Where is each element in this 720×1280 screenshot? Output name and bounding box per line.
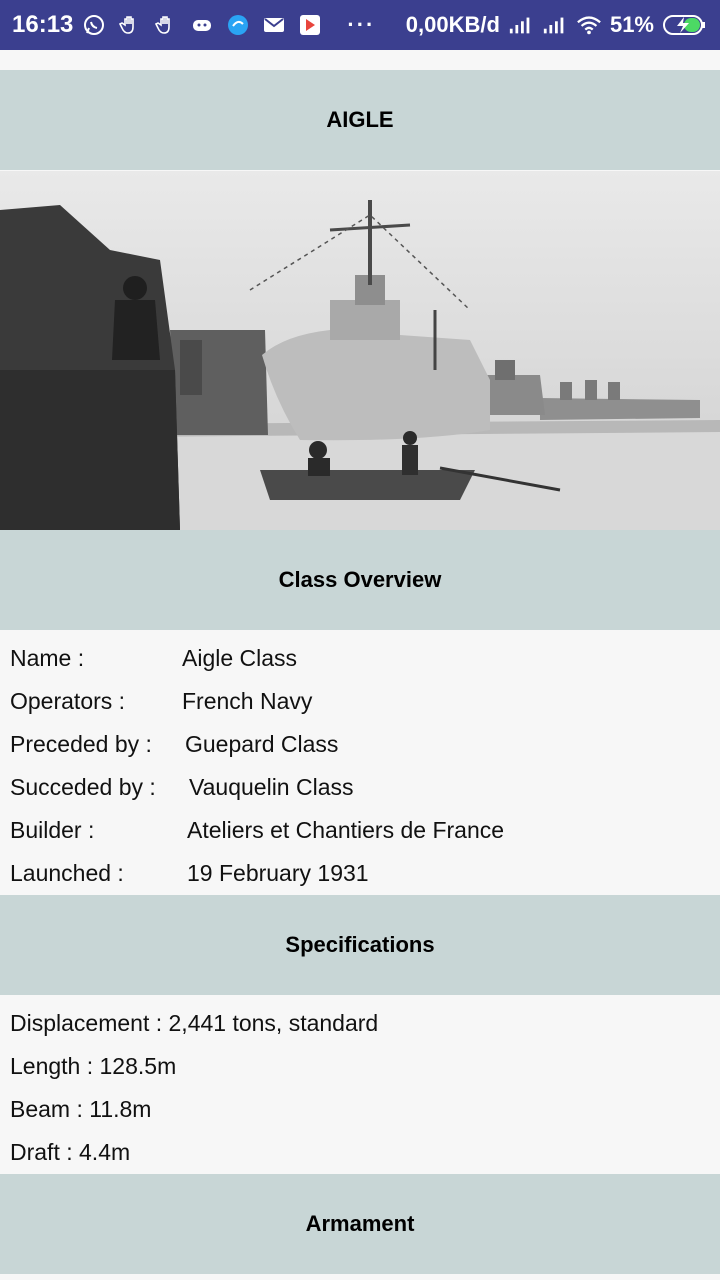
hand-icon	[153, 12, 179, 38]
overview-label: Operators :	[10, 688, 126, 714]
whatsapp-icon	[81, 12, 107, 38]
overview-label: Succeded by :	[10, 774, 156, 800]
app-bubble-icon	[225, 12, 251, 38]
battery-charging-icon	[662, 12, 708, 38]
specifications-list	[0, 995, 720, 1174]
class-overview-header: Class Overview	[0, 530, 720, 630]
spec-line: Draft : 4.4m	[10, 1139, 131, 1165]
ship-detail-page[interactable]	[0, 50, 720, 1280]
overview-row-preceded-by	[10, 723, 710, 766]
overview-value: Ateliers et Chantiers de France	[187, 817, 505, 843]
overview-label: Builder :	[10, 817, 95, 843]
armament-header: Armament	[0, 1174, 720, 1274]
hand-icon	[117, 12, 143, 38]
spec-line: Length : 128.5m	[10, 1053, 177, 1079]
overview-value: Aigle Class	[182, 645, 298, 671]
status-bar	[0, 0, 720, 50]
ship-photo	[0, 170, 720, 530]
play-store-icon	[297, 12, 323, 38]
overview-row-name	[10, 637, 710, 680]
overview-row-succeded-by	[10, 766, 710, 809]
overview-value: Vauquelin Class	[189, 774, 354, 800]
wifi-icon	[576, 12, 602, 38]
overview-row-builder	[10, 809, 710, 852]
more-notifications-icon: ···	[347, 12, 376, 37]
overview-label: Launched :	[10, 860, 124, 886]
mail-icon	[261, 12, 287, 38]
ship-title: AIGLE	[0, 70, 720, 170]
specifications-header: Specifications	[0, 895, 720, 995]
overview-label: Name :	[10, 645, 85, 671]
gamepad-icon	[189, 12, 215, 38]
overview-label: Preceded by :	[10, 731, 152, 757]
data-rate: 0,00KB/d	[405, 12, 500, 37]
signal-icon	[508, 12, 534, 38]
signal-icon	[542, 12, 568, 38]
spec-line: Beam : 11.8m	[10, 1096, 152, 1122]
class-overview-list	[0, 630, 720, 895]
overview-row-operators	[10, 680, 710, 723]
overview-row-launched	[10, 852, 710, 895]
overview-value: Guepard Class	[185, 731, 339, 757]
overview-value: 19 February 1931	[187, 860, 369, 886]
overview-value: French Navy	[182, 688, 313, 714]
status-time: 16:13	[12, 11, 74, 38]
battery-percent: 51%	[609, 12, 654, 37]
spec-line: Displacement : 2,441 tons, standard	[10, 1010, 379, 1036]
notification-icons	[81, 12, 323, 38]
